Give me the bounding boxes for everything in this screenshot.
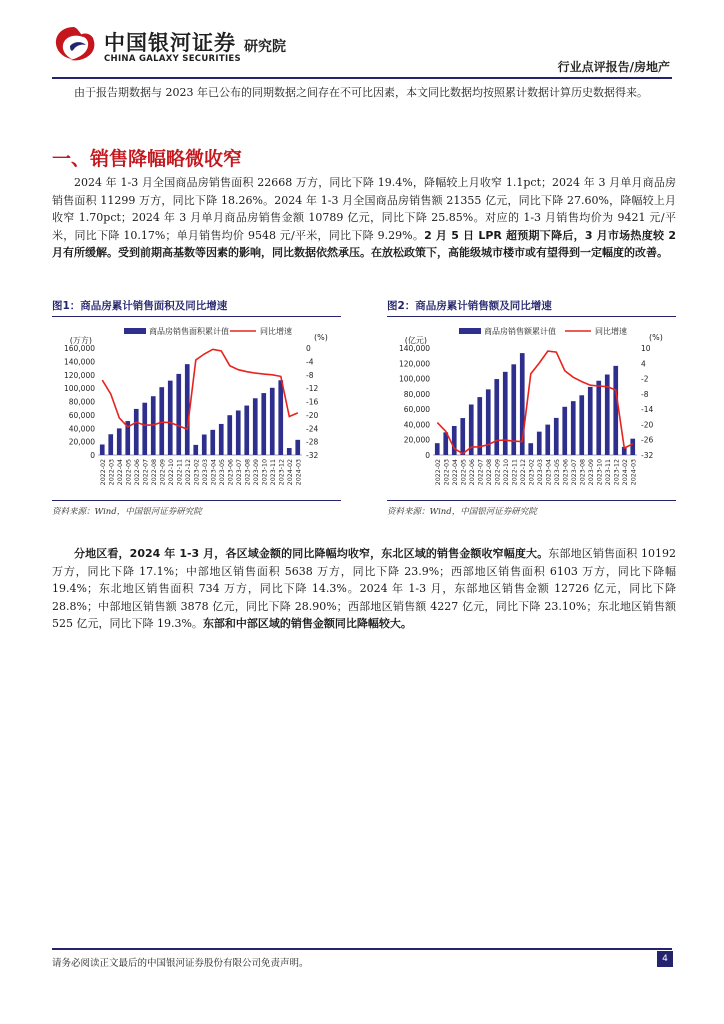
legend-bar-label: 商品房销售额累计值 — [484, 327, 556, 336]
x-tick-label: 2022-06 — [468, 459, 476, 486]
growth-line — [102, 349, 297, 429]
y-right-tick-label: -26 — [641, 435, 654, 445]
legend-line-label: 同比增速 — [260, 327, 292, 336]
bar — [159, 387, 164, 455]
bar — [193, 445, 198, 455]
bar — [202, 435, 207, 455]
y-left-tick-label: 120,000 — [398, 359, 430, 369]
bar — [142, 403, 147, 455]
x-tick-label: 2022-03 — [108, 459, 116, 486]
bar — [168, 381, 173, 455]
x-tick-label: 2022-05 — [460, 459, 468, 486]
x-tick-label: 2022-05 — [125, 459, 133, 486]
y-left-tick-label: 100,000 — [398, 374, 430, 384]
bar — [494, 379, 499, 455]
y-left-tick-label: 160,000 — [63, 344, 95, 353]
x-tick-label: 2023-08 — [244, 459, 252, 486]
page-number: 4 — [657, 951, 673, 967]
x-tick-label: 2022-10 — [167, 459, 175, 486]
x-tick-label: 2023-05 — [218, 459, 226, 486]
legend-line-label: 同比增速 — [595, 327, 627, 336]
legend-bar-swatch — [459, 328, 481, 334]
x-tick-label: 2023-11 — [604, 459, 612, 486]
bar — [435, 443, 440, 455]
x-tick-label: 2022-07 — [477, 459, 485, 486]
x-tick-label: 2023-10 — [261, 459, 269, 486]
bar — [210, 430, 215, 455]
x-tick-label: 2022-02 — [434, 459, 442, 486]
paragraph-1-emphasis: 2 月 5 日 LPR 超预期下降后，3 月市场热度较 2 月有所缓解。受到前期高基数等因素的影响，同比数据依然承压。在放松政策下，高能级城市楼市或有望得到一定幅度的改善。 — [52, 228, 676, 259]
x-tick-label: 2022-12 — [184, 459, 192, 486]
y-right-tick-label: 10 — [641, 344, 651, 353]
bar — [261, 393, 266, 455]
bar — [588, 387, 593, 455]
x-tick-label: 2022-08 — [150, 459, 158, 486]
y-right-tick-label: -20 — [641, 420, 654, 430]
bar — [579, 395, 584, 455]
x-tick-label: 2023-04 — [210, 459, 218, 486]
bar — [503, 372, 508, 455]
x-tick-label: 2023-06 — [562, 459, 570, 486]
y-right-tick-label: -14 — [641, 405, 654, 415]
y-right-tick-label: -4 — [306, 357, 314, 367]
figure-1-source: 资料来源：Wind，中国银河证券研究院 — [52, 500, 341, 517]
report-type-label: 行业点评报告/房地产 — [557, 60, 670, 74]
bar — [287, 448, 292, 455]
x-tick-label: 2022-11 — [511, 459, 519, 486]
x-tick-label: 2023-02 — [528, 459, 536, 486]
x-tick-label: 2023-06 — [227, 459, 235, 486]
y-left-tick-label: 40,000 — [403, 420, 430, 430]
x-tick-label: 2022-04 — [116, 459, 124, 486]
x-tick-label: 2022-08 — [485, 459, 493, 486]
x-tick-label: 2022-04 — [451, 459, 459, 486]
y-left-tick-label: 0 — [425, 451, 430, 460]
x-tick-label: 2022-11 — [176, 459, 184, 486]
bar — [253, 398, 258, 455]
y-left-tick-label: 100,000 — [63, 384, 95, 394]
x-tick-label: 2022-06 — [133, 459, 141, 486]
figure-1 — [52, 298, 341, 518]
header-divider — [52, 77, 672, 79]
bar — [452, 426, 457, 455]
y-left-tick-label: 40,000 — [68, 424, 95, 434]
bar — [571, 401, 576, 455]
bar — [185, 364, 190, 455]
right-axis-unit: (%) — [314, 333, 328, 342]
y-right-tick-label: -24 — [306, 424, 319, 434]
paragraph-1-text: 2024 年 1-3 月全国商品房销售面积 22668 万方，同比下降 19.4%，降幅较上月收窄 1.1pct；2024 年 3 月单月商品房销售面积 11299 万方，同比下降 18.26%。2024 年 1-3 月全国商品房销售额 21355 亿元，同比下降 27.60%，降幅较上月收窄 1.70pct；2024 年 3 月单月商品房销售金额 10789 亿元，同比下降 25.85%。对应的 1-3 月销售均价为 9421 元/平米，同比下降 10.17%；单月销售均价 9548 元/平米，同比下降 9.29%。 — [52, 176, 676, 242]
y-left-tick-label: 140,000 — [63, 357, 95, 367]
figure-2-source: 资料来源：Wind，中国银河证券研究院 — [387, 500, 676, 517]
brand-name-en: CHINA GALAXY SECURITIES — [104, 54, 241, 64]
paragraph-2-tail: 东部和中部区域的销售金额同比降幅较大。 — [202, 617, 412, 630]
y-right-tick-label: 0 — [306, 344, 311, 353]
x-tick-label: 2022-10 — [502, 459, 510, 486]
x-tick-label: 2022-09 — [494, 459, 502, 486]
x-tick-label: 2023-10 — [596, 459, 604, 486]
bar — [562, 407, 567, 455]
footer-disclaimer: 请务必阅读正文最后的中国银河证券股份有限公司免责声明。 — [52, 958, 309, 969]
bar — [460, 418, 465, 455]
y-right-tick-label: -28 — [306, 437, 319, 447]
x-tick-label: 2023-08 — [579, 459, 587, 486]
y-right-tick-label: 4 — [641, 359, 646, 369]
bar — [630, 439, 635, 455]
x-tick-label: 2023-09 — [252, 459, 260, 486]
section-title: 一、销售降幅略微收窄 — [52, 148, 243, 170]
growth-line — [437, 351, 633, 454]
x-tick-label: 2023-04 — [545, 459, 553, 486]
intro-note: 由于报告期数据与 2023 年已公布的同期数据之间存在不可比因素，本文同比数据均按照累计数据计算历史数据得来。 — [74, 86, 648, 99]
x-tick-label: 2023-12 — [278, 459, 286, 486]
right-axis-unit: (%) — [649, 333, 663, 342]
brand-name-cn: 中国银河证券 — [104, 31, 236, 55]
y-left-tick-label: 20,000 — [403, 435, 430, 445]
x-tick-label: 2022-03 — [443, 459, 451, 486]
bar — [295, 440, 300, 455]
legend-bar-label: 商品房销售面积累计值 — [149, 327, 229, 336]
y-left-tick-label: 20,000 — [68, 437, 95, 447]
bar — [117, 428, 122, 455]
paragraph-2-text: 东部地区销售面积 10192 万方，同比下降 17.1%；中部地区销售面积 5638 万方，同比下降 23.9%；西部地区销售面积 6103 万方，同比下降幅 19.4%；东北地区销售面积 734 万方，同比下降 14.3%。2024 年 1-3 月，东部地区销售金额 12726 亿元，同比下降 28.8%；中部地区销售额 3878 亿元，同比下降 28.90%；西部地区销售额 4227 亿元，同比下降 23.10%；东北地区销售额 525 亿元，同比下降 19.3%。 — [52, 547, 676, 630]
x-tick-label: 2023-07 — [570, 459, 578, 486]
y-right-tick-label: -32 — [641, 451, 654, 460]
bar — [219, 424, 224, 455]
section-paragraph-2 — [52, 545, 676, 633]
y-right-tick-label: -8 — [306, 370, 314, 380]
bar — [537, 432, 542, 455]
x-tick-label: 2023-07 — [235, 459, 243, 486]
x-tick-label: 2024-03 — [295, 459, 303, 486]
footer-divider — [52, 948, 672, 950]
y-right-tick-label: -20 — [306, 410, 319, 420]
figure-2-chart — [387, 320, 676, 498]
page-header — [0, 0, 724, 80]
x-tick-label: 2022-02 — [99, 459, 107, 486]
y-left-tick-label: 80,000 — [68, 397, 95, 407]
bar — [613, 366, 618, 455]
figure-1-title: 图1：商品房累计销售面积及同比增速 — [52, 298, 341, 317]
x-tick-label: 2023-02 — [193, 459, 201, 486]
bar — [278, 380, 283, 455]
y-right-tick-label: -32 — [306, 451, 319, 460]
x-tick-label: 2023-11 — [269, 459, 277, 486]
bar — [236, 410, 241, 455]
x-tick-label: 2022-07 — [142, 459, 150, 486]
y-right-tick-label: -16 — [306, 397, 319, 407]
x-tick-label: 2024-03 — [630, 459, 638, 486]
x-tick-label: 2023-05 — [553, 459, 561, 486]
y-left-tick-label: 60,000 — [68, 410, 95, 420]
left-axis-unit: (万方) — [69, 336, 92, 345]
y-right-tick-label: -12 — [306, 384, 319, 394]
y-right-tick-label: -8 — [641, 389, 649, 399]
x-tick-label: 2024-02 — [286, 459, 294, 486]
bar — [244, 406, 249, 455]
x-tick-label: 2023-12 — [613, 459, 621, 486]
figure-1-chart — [52, 320, 341, 498]
bar — [270, 388, 275, 455]
galaxy-logo-icon — [52, 24, 96, 64]
x-tick-label: 2024-02 — [621, 459, 629, 486]
figure-2 — [387, 298, 676, 518]
x-tick-label: 2023-03 — [201, 459, 209, 486]
bar — [554, 418, 559, 455]
bar — [100, 444, 105, 455]
y-right-tick-label: -2 — [641, 374, 649, 384]
x-tick-label: 2022-12 — [519, 459, 527, 486]
section-paragraph-1 — [52, 174, 676, 262]
institute-label: 研究院 — [244, 39, 286, 55]
x-tick-label: 2023-03 — [536, 459, 544, 486]
bar — [528, 443, 533, 455]
y-left-tick-label: 60,000 — [403, 405, 430, 415]
y-left-tick-label: 0 — [90, 451, 95, 460]
bar — [108, 434, 113, 455]
legend-bar-swatch — [124, 328, 146, 334]
bar — [596, 381, 601, 455]
bar — [227, 415, 232, 455]
x-tick-label: 2022-09 — [159, 459, 167, 486]
left-axis-unit: (亿元) — [404, 336, 427, 345]
bar — [545, 425, 550, 455]
bar — [134, 409, 139, 455]
bar — [176, 374, 181, 455]
y-left-tick-label: 140,000 — [398, 344, 430, 353]
paragraph-2-lead: 分地区看，2024 年 1-3 月，各区域金额的同比降幅均收窄，东北区域的销售金额收窄幅度大。 — [74, 547, 549, 560]
y-left-tick-label: 120,000 — [63, 370, 95, 380]
y-left-tick-label: 80,000 — [403, 389, 430, 399]
figure-2-title: 图2：商品房累计销售额及同比增速 — [387, 298, 676, 317]
x-tick-label: 2023-09 — [587, 459, 595, 486]
